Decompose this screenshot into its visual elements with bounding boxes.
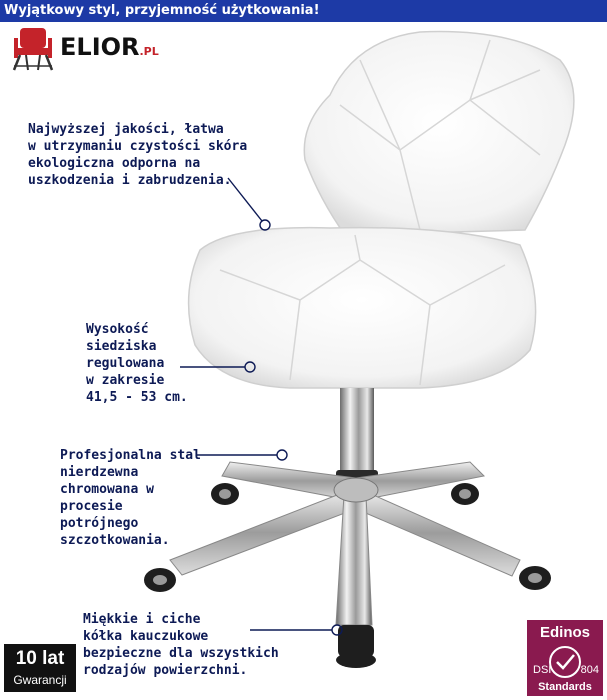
callout-line: bezpieczne dla wszystkich xyxy=(83,646,279,661)
callout-line: siedziska xyxy=(86,339,157,354)
chair-seat xyxy=(189,228,536,388)
certificate-dsi: DSI xyxy=(533,664,552,676)
warranty-years: 10 lat xyxy=(15,648,65,669)
warranty-badge xyxy=(4,644,76,692)
callout-line: 41,5 - 53 cm. xyxy=(86,390,188,405)
callout-line: ekologiczna odporna na xyxy=(28,156,201,171)
certificate-standards: Standards xyxy=(538,681,592,693)
certificate-number: 804 xyxy=(580,664,599,676)
callout-line: potrójnego xyxy=(60,516,139,531)
callout-seat-height xyxy=(86,321,188,406)
callout-line: w zakresie xyxy=(86,373,165,388)
brand-suffix: .PL xyxy=(139,45,159,58)
callout-wheels xyxy=(83,611,279,679)
certificate-title: Edinos xyxy=(539,624,590,641)
callout-line: procesie xyxy=(60,499,123,514)
chair-gas-lift xyxy=(340,388,374,478)
callout-line: Miękkie i ciche xyxy=(83,612,201,627)
banner-text: Wyjątkowy styl, przyjemność użytkowania! xyxy=(4,3,320,18)
callout-upholstery xyxy=(28,121,247,189)
callout-line: kółka kauczukowe xyxy=(83,629,209,644)
callout-line: Najwyższej jakości, łatwa xyxy=(28,122,224,137)
warranty-label: Gwarancji xyxy=(13,673,67,687)
callout-line: rodzajów powierzchni. xyxy=(83,663,248,678)
callout-line: szczotkowania. xyxy=(60,533,170,548)
callout-line: Profesjonalna stal xyxy=(60,448,201,463)
callout-line: Wysokość xyxy=(86,322,149,337)
callout-line: chromowana w xyxy=(60,482,154,497)
brand-name: ELIOR xyxy=(60,33,140,61)
callout-steel xyxy=(60,447,201,549)
callout-line: w utrzymaniu czystości skóra xyxy=(28,139,248,154)
certificate-badge xyxy=(527,620,603,696)
callout-line: nierdzewna xyxy=(60,465,139,480)
chair-backrest xyxy=(304,32,574,235)
callout-line: uszkodzenia i zabrudzenia. xyxy=(28,173,232,188)
callout-line: regulowana xyxy=(86,356,165,371)
